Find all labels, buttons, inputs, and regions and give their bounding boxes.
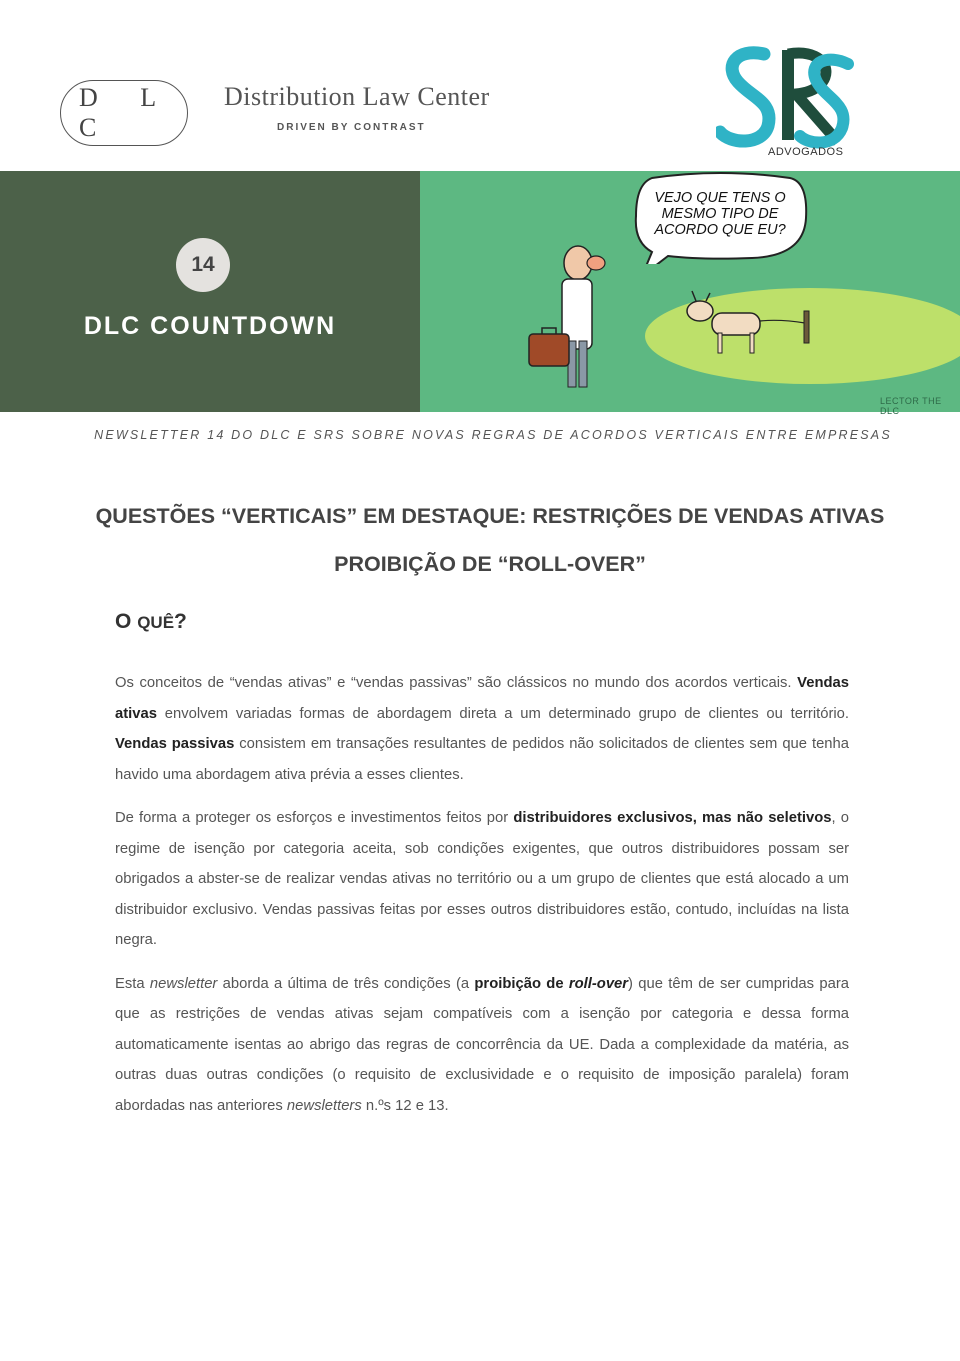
headline [0, 492, 960, 588]
man-figure [529, 246, 605, 387]
cartoon-credit: LECTOR THE DLC [880, 396, 942, 416]
headline-line-2: PROIBIÇÃO DE “ROLL-OVER” [334, 552, 646, 576]
p3-bold: proibição de [474, 975, 569, 992]
p3-text: aborda a última de três condições (a [217, 975, 475, 992]
p1-bold-active: Vendas ativas [115, 675, 849, 722]
p3-italic: newsletters [286, 1097, 362, 1114]
paragraph-3 [115, 969, 849, 1122]
p1-text: Os conceitos de “vendas ativas” e “vendas passivas” são clássicos no mundo dos acordos verticais. [115, 675, 798, 691]
p1-text: consistem em transações resultantes de pedidos não solicitados de clientes sem que tenha havido uma abordagem ativa prévia a esses clientes. [115, 736, 849, 783]
p2-text: De forma a proteger os esforços e investimentos feitos por [115, 810, 514, 826]
section-title-initial: O [115, 610, 132, 633]
newsletter-number-badge: 14 [176, 238, 230, 292]
newsletter-subtitle: NEWSLETTER 14 DO DLC E SRS SOBRE NOVAS REGRAS DE ACORDOS VERTICAIS ENTRE EMPRESAS [94, 428, 892, 442]
p3-text: ) que têm de ser cumpridas para que as restrições de vendas ativas sejam compatíveis com a isenção por categoria e dessa forma automaticamente isentas ao abrigo das regras de concorrência da UE. Dada a complexidade da matéria, as outras duas outras condições (o requisito de exclusividade e o requisito de imposição paralela) foram abordadas nas anteriores [115, 975, 849, 1114]
body-text [115, 668, 849, 1134]
paragraph-1 [115, 668, 849, 790]
p3-text: Esta [115, 975, 150, 992]
section-title [115, 610, 187, 634]
page-header [0, 0, 960, 170]
paragraph-2 [115, 803, 849, 956]
p3-bold-italic: roll-over [568, 975, 629, 992]
speech-bubble-text: VEJO QUE TENS O MESMO TIPO DE ACORDO QUE EU? [654, 190, 786, 238]
p1-text: envolvem variadas formas de abordagem direta a um determinado grupo de clientes ou território. [156, 705, 849, 722]
headline-line-1: QUESTÕES “VERTICAIS” EM DESTAQUE: RESTRIÇÕES DE VENDAS ATIVAS [95, 504, 885, 528]
countdown-panel [0, 171, 420, 412]
srs-logo [716, 40, 856, 162]
section-title-rest: QUÊ [137, 613, 175, 632]
p3-italic: newsletter [149, 975, 218, 992]
srs-subtitle: ADVOGADOS [768, 146, 844, 158]
section-title-mark: ? [174, 610, 187, 633]
p2-bold: distribuidores exclusivos, mas não seletivos [513, 810, 832, 826]
p3-text: n.ºs 12 e 13. [361, 1097, 449, 1114]
dlc-tagline: DRIVEN BY CONTRAST [277, 122, 426, 133]
p2-text: , o regime de isenção por categoria aceita, sob condições exigentes, que outros distribuidores possam ser obrigados a abster-se de realizar vendas ativas no território ou a um grupo de clientes que está alocado a um distribuidor exclusivo. Vendas passivas feitas por esses outros distribuidores estão, contudo, incluídas na lista negra. [115, 810, 849, 948]
countdown-title: DLC COUNTDOWN [83, 312, 337, 340]
p1-bold-passive: Vendas passivas [115, 736, 235, 752]
dlc-logo: D L C [60, 80, 188, 146]
dlc-name: Distribution Law Center [224, 82, 490, 111]
